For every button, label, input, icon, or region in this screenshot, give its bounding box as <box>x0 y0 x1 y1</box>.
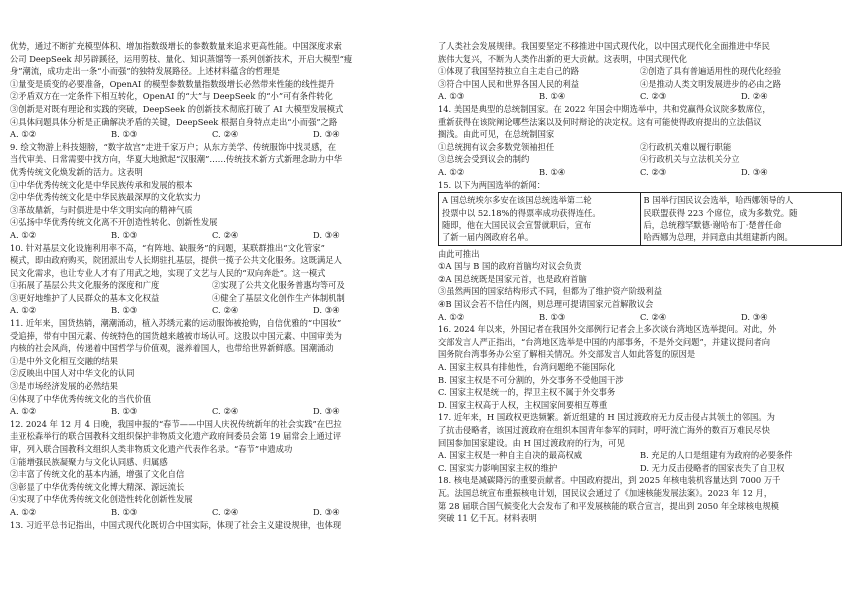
right-column <box>438 40 842 525</box>
q10-text-line: 民文化需求，也让专业人才有了用武之地，实现了文艺与人民的“双向奔赴”。这一模式 <box>10 267 326 278</box>
q16-option: A. 国家主权具有排他性，台湾问题绝不能国际化 <box>438 362 616 373</box>
q18-text-line: 瓦。法国总统宣布重振核电计划，国民议会通过了《加速核能发展法案》。2023 年 12 月， <box>438 487 773 498</box>
q9-options <box>10 229 414 242</box>
q8-text-line: 身”潮流，成功走出一条“小而强”的独特发展路径。上述材料蕴含的哲理是 <box>10 66 280 77</box>
q18-text-line: 突破 11 亿千瓦。材料表明 <box>438 513 537 524</box>
q14-statement-row <box>438 153 842 166</box>
q14-statement-row <box>438 141 842 154</box>
q9-text-line: ①中华优秀传统文化是中华民族传承和发展的根本 <box>10 179 193 190</box>
q11-text-line: ①是中外文化相互交融的结果 <box>10 355 118 366</box>
q16-option: C. 国家主权是统一的，捍卫主权不属于外交事务 <box>438 387 616 398</box>
q11-text-line: ④体现了中华优秀传统文化的当代价值 <box>10 393 152 404</box>
q14-statement: ②行政机关难以履行职能 <box>640 141 732 152</box>
q12-text-line: ④实现了中华优秀传统文化创造性转化创新性发展 <box>10 494 193 505</box>
q16-text-line: 交部发言人严正指出，“台湾地区选举是中国的内部事务，不是外交问题”，并建议提问者向 <box>438 336 771 347</box>
q14-option-d: D. ③④ <box>741 166 768 177</box>
q10-option-c: C. ②④ <box>212 305 239 316</box>
q10-statement: ③更好地维护了人民群众的基本文化权益 <box>10 292 160 303</box>
q13-option-a: A. ①③ <box>438 91 465 102</box>
q13-statement-row <box>438 78 842 91</box>
q8-text-line: ①量变是质变的必要准备，OpenAI 的模型参数数量指数级增长必然带来性能的线性提升 <box>10 78 335 89</box>
q17-text-line: 了抗击侵略者，该国过渡政府在组织本国青年参军的同时，呼吁流亡海外的数百万难民尽快 <box>438 425 770 435</box>
q17-option-row <box>438 449 842 462</box>
q11-text-line: 受追捧，带有中国元素、传统特色的国货越来越被市场认可。这股以中国元素、中国审美为 <box>10 330 342 341</box>
q15-option-b: B. ①③ <box>539 311 566 322</box>
q17-option: C. 国家实力影响国家主权的维护 <box>438 462 558 473</box>
news-country-a <box>439 193 641 246</box>
q8-text-line: ②矛盾双方在一定条件下相互转化，OpenAI 的“大”与 DeepSeek 的“小”可有条件转化 <box>10 91 333 102</box>
news-b-line: 后，总统穆罕默德·谢哈布丁·楚普任命 <box>643 219 782 230</box>
q10-option-d: D. ③④ <box>313 305 340 316</box>
q8-text-line: ④具体问题具体分析是正确解决矛盾的关键，DeepSeek 根据自身特点走出“小而强”之路 <box>10 116 338 127</box>
q13-text-line: 了人类社会发展规律。我国要坚定不移推进中国式现代化，以中国式现代化全面推进中华民 <box>438 41 770 51</box>
q14-statement: ④行政机关与立法机关分立 <box>640 154 740 165</box>
news-a-line: 随即，他在大国民议会宣誓就职后，宣布 <box>442 219 592 230</box>
q14-text-line: 14. 美国是典型的总统制国家。在 2022 年国会中期选举中，共和党赢得众议院多数席位， <box>438 103 771 114</box>
q13-text-line: 族伟大复兴，不断为人类作出新的更大贡献。这表明，中国式现代化 <box>438 53 687 64</box>
q18-text-line: 第 28 届联合国气候变化大会发布了和平发展核能的联合宣言，提出到 2050 年全球核电规模 <box>438 500 779 511</box>
q11-options <box>10 405 414 418</box>
q10-text-line: 10. 针对基层文化设施利用率不高，“有阵地、缺服务”的问题，某联群推出“文化管家” <box>10 242 325 253</box>
q10-statement-row <box>10 292 414 305</box>
q9-option-d: D. ③④ <box>313 229 340 240</box>
q13-stem: 13. 习近平总书记指出，中国式现代化既切合中国实际，体现了社会主义建设规律，也体现 <box>10 519 342 530</box>
q15-option-d: D. ③④ <box>741 311 768 322</box>
q12-options <box>10 506 414 519</box>
q13-option-c: C. ②③ <box>640 91 667 102</box>
q10-option-a: A. ①② <box>10 305 37 316</box>
q10-statement-row <box>10 279 414 292</box>
q8-options <box>10 128 414 141</box>
q15-options <box>438 311 842 324</box>
q16-text-line: 16. 2024 年以来，外国记者在我国外交部例行记者会上多次谈台湾地区选举提问。对此，外 <box>438 324 777 335</box>
q12-text-line: ③彰显了中华优秀传统文化博大精深、源远流长 <box>10 481 185 492</box>
q12-option-a: A. ①② <box>10 506 37 517</box>
q9-text-line: 当代审美、日常需要中找方向，华夏大地掀起“汉服潮”……传统技术新方式新理念助力中华 <box>10 154 343 165</box>
q13-statement: ④是推动人类文明发展进步的必由之路 <box>640 78 782 89</box>
q15-text-line: ③虽然两国的国家结构形式不同，但都为了维护资产阶级利益 <box>438 286 663 297</box>
q9-option-b: B. ①③ <box>111 229 138 240</box>
q11-option-b: B. ①③ <box>111 406 138 417</box>
q17-text-line: 17. 近年来，H 国政权更迭频繁。新近组建的 H 国过渡政府无力反击侵占其领土的邻国。为 <box>438 412 775 423</box>
q9-option-a: A. ①② <box>10 229 37 240</box>
q12-option-c: C. ②④ <box>212 506 239 517</box>
q15-text-line: 由此可推出 <box>438 248 480 259</box>
q8-option-d: D. ③④ <box>313 129 340 140</box>
q11-option-d: D. ③④ <box>313 406 340 417</box>
q15-option-c: C. ②④ <box>640 311 667 322</box>
q10-option-b: B. ①③ <box>111 305 138 316</box>
q10-statement: ④健全了基层文化创作生产体制机制 <box>212 292 345 303</box>
news-a-line: 投票中以 52.18%的得票率成功获得连任。 <box>442 207 601 218</box>
q13-statement: ③符合中国人民和世界各国人民的利益 <box>438 78 580 89</box>
q13-option-b: B. ①④ <box>539 91 566 102</box>
q14-option-b: B. ①④ <box>539 166 566 177</box>
q17-option: D. 无力反击侵略者的国家丧失了自卫权 <box>640 462 785 473</box>
q16-option: B. 国家主权是不可分割的，外交事务不受他国干涉 <box>438 374 624 385</box>
news-a-line: A 国总统埃尔多安在该国总统选举第二轮 <box>442 195 592 206</box>
q15-text-line: ④B 国议会若不信任内阁，则总理可提请国家元首解散议会 <box>438 299 654 310</box>
q8-option-a: A. ①② <box>10 129 37 140</box>
news-b-line: 哈西娜为总理，并同意由其组建新内阁。 <box>643 232 793 243</box>
news-b-line: 民联盟获得 223 个席位，成为多数党。随 <box>643 207 798 218</box>
news-a-line: 了新一届内阁政府名单。 <box>442 232 534 243</box>
q13-statement: ②创造了具有普遍适用性的现代化经验 <box>640 66 782 77</box>
q15-option-a: A. ①② <box>438 311 465 322</box>
news-table <box>438 192 842 246</box>
q17-text-line: 回国参加国家建设。由 H 国过渡政府的行为，可见 <box>438 437 625 448</box>
q10-text-line: 模式，即由政府购买，院团派出专人长期驻扎基层，提供一揽子公共文化服务。这既满足人 <box>10 255 342 266</box>
q14-option-c: C. ②③ <box>640 166 667 177</box>
q15-stem: 15. 以下为两国选举的新闻： <box>438 179 546 190</box>
q17-option-row <box>438 462 842 475</box>
q12-text-line: 审，列入联合国教科文组织人类非物质文化遗产代表作名录。“春节”申遗成功 <box>10 444 293 454</box>
q12-text-line: ②丰富了传统文化的基本内涵，增强了文化自信 <box>10 469 185 480</box>
q12-option-b: B. ①③ <box>111 506 138 517</box>
q17-option: B. 充足的人口是组建有为政府的必要条件 <box>640 450 793 461</box>
left-column <box>10 40 414 531</box>
q14-option-a: A. ①② <box>438 166 465 177</box>
q16-option: D. 国家主权高于人权，主权国家间要相互尊重 <box>438 399 608 410</box>
q8-text-line: ③创新是对既有理论和实践的突破，DeepSeek 的创新技术彻底打破了 AI 大模型发展模式 <box>10 103 344 114</box>
q8-option-b: B. ①③ <box>111 129 138 140</box>
q13-options <box>438 90 842 103</box>
q8-option-c: C. ②④ <box>212 129 239 140</box>
q12-text-line: 12. 2024 年 12 月 4 日晚，我国申报的“春节——中国人庆祝传统新年的社会实践”在巴拉 <box>10 418 342 429</box>
q13-option-d: D. ②④ <box>741 91 768 102</box>
q11-text-line: 内核的社会风尚，传递着中国哲学与价值观，滋养着国人，也带给世界新鲜感。国潮涌动 <box>10 343 334 354</box>
q12-text-line: ①能增强民族凝聚力与文化认同感、归属感 <box>10 456 168 467</box>
q10-statement: ②实现了公共文化服务普惠均等可及 <box>212 280 345 291</box>
q11-option-a: A. ①② <box>10 406 37 417</box>
q9-text-line: ③革故鼎新，与时俱进是中华文明实向的精神气质 <box>10 204 193 215</box>
q12-option-d: D. ③④ <box>313 506 340 517</box>
q14-text-line: 搁浅。由此可见，在总统制国家 <box>438 129 555 140</box>
q9-text-line: ②中华优秀传统文化是中华民族最深厚的文化软实力 <box>10 192 201 203</box>
q17-option: A. 国家主权是一种自主自决的最高权威 <box>438 450 583 461</box>
q14-statement: ①总统拥有议会多数党领袖担任 <box>438 141 555 152</box>
q16-text-line: 国务院台湾事务办公室了解相关情况。外交部发言人如此答复的原因是 <box>438 349 696 360</box>
q8-text-line: 优势，通过不断扩充模型体积、增加指数级增长的参数数量来追求更高性能。中国深度求索 <box>10 41 342 51</box>
q9-text-line: ④弘扬中华优秀传统文化离不开创造性转化、创新性发展 <box>10 217 218 228</box>
q14-options <box>438 166 842 179</box>
q13-statement: ①体现了我国坚持独立自主走自己的路 <box>438 66 580 77</box>
q11-option-c: C. ②④ <box>212 406 239 417</box>
q15-text-line: ①A 国与 B 国的政府首脑均对议会负责 <box>438 261 582 272</box>
q8-text-line: 公司 DeepSeek 却另辟蹊径，运用剪枝、量化、知识蒸馏等一系列创新技术，开启大模型“瘦 <box>10 53 353 64</box>
q9-text-line: 9. 绘文物游上科技翅膀，“数字故宫”走进千家万户；从东方美学、传统服饰中找灵感，在 <box>10 141 337 152</box>
q11-text-line: 11. 近年来，国货热销，潮潮涌动，植入苏绣元素的运动服饰被抢购，自信优雅的“中国妆” <box>10 318 342 329</box>
q11-text-line: ③是市场经济发展的必然结果 <box>10 381 118 392</box>
q14-statement: ③总统会受到议会的制约 <box>438 154 530 165</box>
q10-statement: ①拓展了基层公共文化服务的深度和广度 <box>10 280 160 291</box>
q15-text-line: ②A 国总统既是国家元首，也是政府首脑 <box>438 273 587 284</box>
q14-text-line: 重新获得在该院阐论哪些法案以及何时辩论的决定权。这有可能使得政府提出的立法倡议 <box>438 116 762 127</box>
q9-option-c: C. ②④ <box>212 229 239 240</box>
q13-statement-row <box>438 65 842 78</box>
q11-text-line: ②反映出中国人对中华文化的认同 <box>10 368 135 379</box>
q18-text-line: 18. 核电是减碳降污的重要贡献者。中国政府提出，到 2025 年核电装机容量达到 7000 万千 <box>438 475 781 486</box>
q10-options <box>10 304 414 317</box>
q9-text-line: 优秀传统文化焕发新的活力。这表明 <box>10 166 143 177</box>
q12-text-line: 圭亚松森举行的联合国教科文组织保护非物质文化遗产政府间委员会第 19 届常会上通过评 <box>10 431 342 442</box>
news-country-b <box>640 193 842 246</box>
news-b-line: B 国举行国民议会选举，哈西娜领导的人 <box>643 195 794 206</box>
